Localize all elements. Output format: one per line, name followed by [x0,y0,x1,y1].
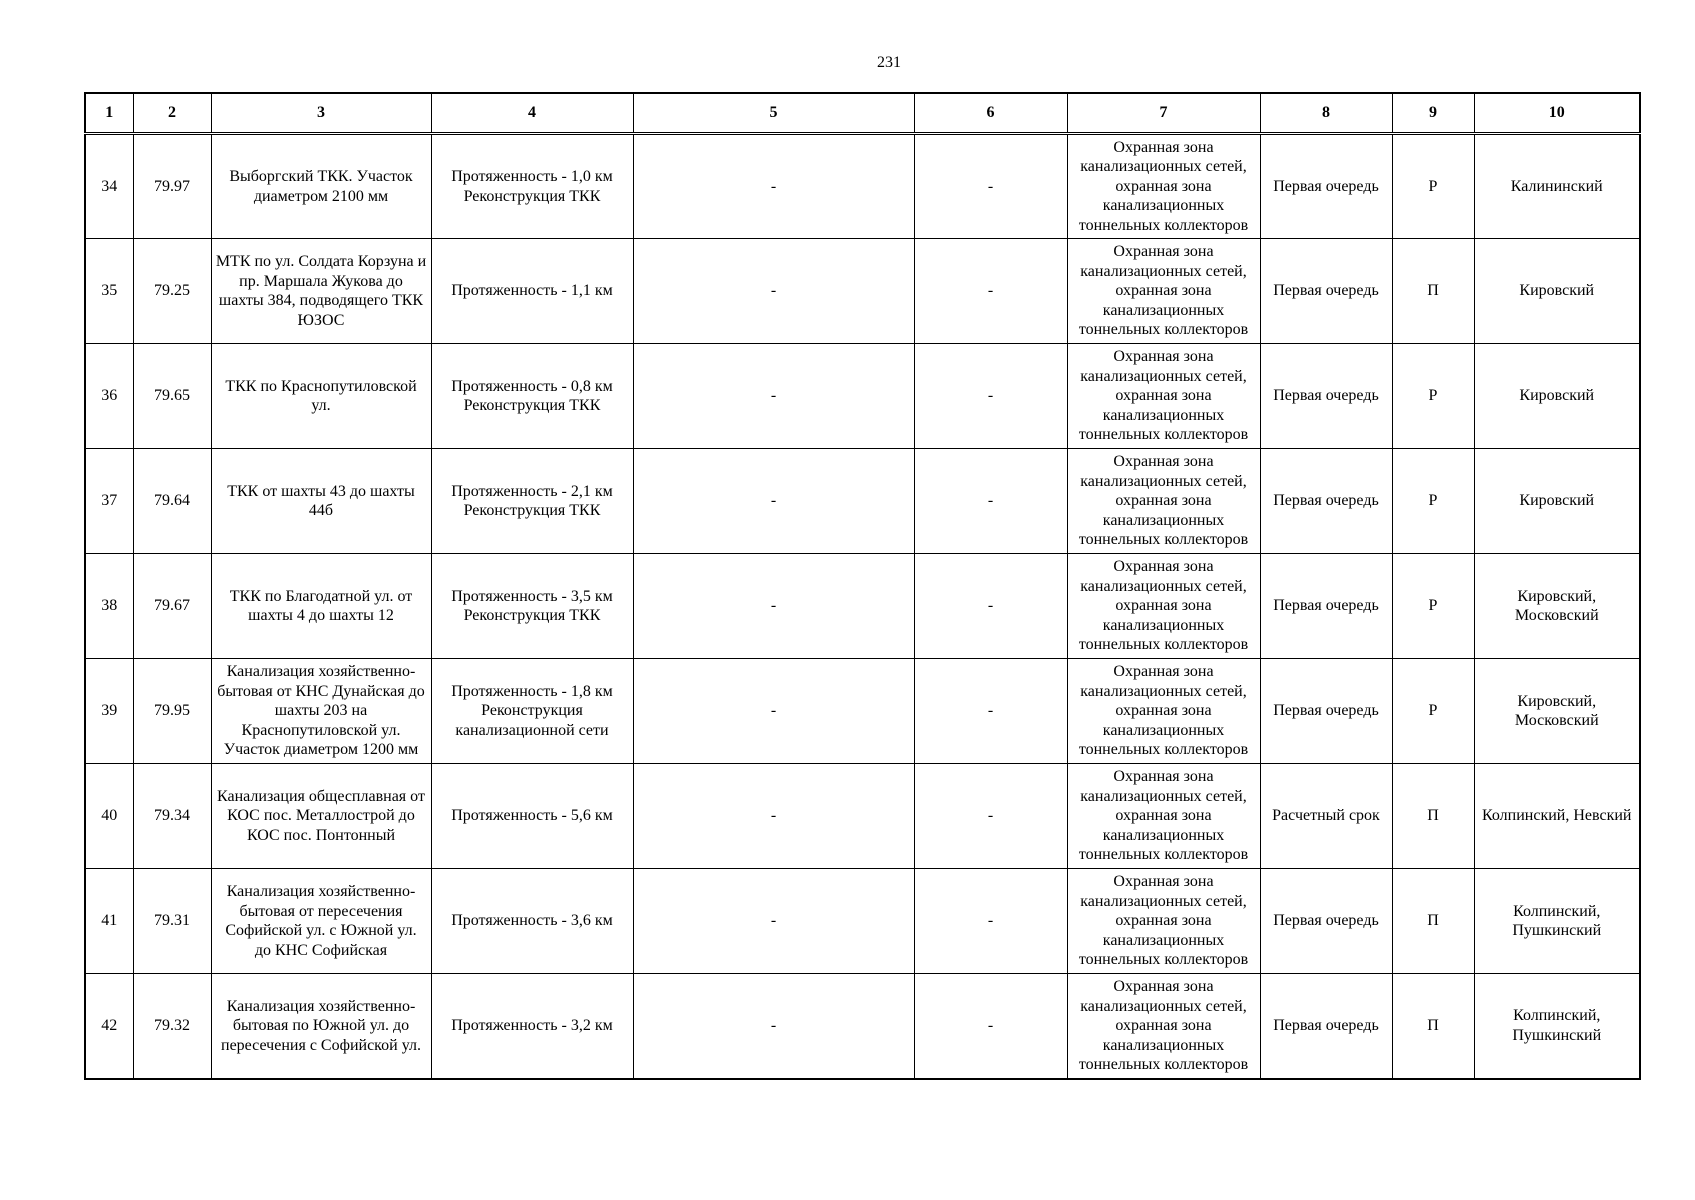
protection-zone: Охранная зона канализационных сетей, охранная зона канализационных тоннельных коллекторов [1067,344,1260,449]
district: Кировский [1474,239,1640,344]
implementation-stage: Первая очередь [1260,449,1392,554]
object-name: Канализация общесплавная от КОС пос. Металлострой до КОС пос. Понтонный [211,764,431,869]
header-cell: 5 [633,93,914,134]
protection-zone: Охранная зона канализационных сетей, охранная зона канализационных тоннельных коллекторов [1067,449,1260,554]
header-cell: 9 [1392,93,1474,134]
object-code: 79.64 [133,449,211,554]
district: Колпинский, Пушкинский [1474,974,1640,1079]
object-parameters: Протяженность - 1,1 км [431,239,633,344]
column-5-value: - [633,869,914,974]
protection-zone: Охранная зона канализационных сетей, охранная зона канализационных тоннельных коллекторов [1067,239,1260,344]
row-number: 39 [85,659,133,764]
object-parameters: Протяженность - 3,5 км Реконструкция ТКК [431,554,633,659]
object-code: 79.95 [133,659,211,764]
district: Кировский, Московский [1474,659,1640,764]
row-number: 37 [85,449,133,554]
column-5-value: - [633,764,914,869]
object-parameters: Протяженность - 3,6 км [431,869,633,974]
table-row [85,239,1640,344]
header-cell: 4 [431,93,633,134]
object-parameters: Протяженность - 1,8 км Реконструкция канализационной сети [431,659,633,764]
row-number: 38 [85,554,133,659]
protection-zone: Охранная зона канализационных сетей, охранная зона канализационных тоннельных коллекторов [1067,554,1260,659]
district: Калининский [1474,134,1640,239]
object-code: 79.34 [133,764,211,869]
header-cell: 10 [1474,93,1640,134]
object-status: Р [1392,134,1474,239]
row-number: 41 [85,869,133,974]
object-name: ТКК по Краснопутиловской ул. [211,344,431,449]
header-row [85,93,1640,134]
header-cell: 2 [133,93,211,134]
object-code: 79.32 [133,974,211,1079]
protection-zone: Охранная зона канализационных сетей, охранная зона канализационных тоннельных коллекторов [1067,134,1260,239]
column-5-value: - [633,554,914,659]
page-number: 231 [877,54,901,71]
object-parameters: Протяженность - 0,8 км Реконструкция ТКК [431,344,633,449]
district: Кировский, Московский [1474,554,1640,659]
object-status: Р [1392,449,1474,554]
header-cell: 1 [85,93,133,134]
implementation-stage: Первая очередь [1260,554,1392,659]
row-number: 36 [85,344,133,449]
column-6-value: - [914,344,1067,449]
object-code: 79.65 [133,344,211,449]
column-6-value: - [914,974,1067,1079]
object-code: 79.25 [133,239,211,344]
implementation-stage: Расчетный срок [1260,764,1392,869]
row-number: 35 [85,239,133,344]
table-row [85,659,1640,764]
table-row [85,764,1640,869]
column-6-value: - [914,134,1067,239]
table-row [85,974,1640,1079]
column-6-value: - [914,239,1067,344]
object-status: П [1392,974,1474,1079]
implementation-stage: Первая очередь [1260,659,1392,764]
column-5-value: - [633,344,914,449]
object-name: ТКК по Благодатной ул. от шахты 4 до шахты 12 [211,554,431,659]
implementation-stage: Первая очередь [1260,134,1392,239]
object-status: Р [1392,554,1474,659]
column-5-value: - [633,659,914,764]
object-status: П [1392,764,1474,869]
implementation-stage: Первая очередь [1260,344,1392,449]
protection-zone: Охранная зона канализационных сетей, охранная зона канализационных тоннельных коллекторов [1067,869,1260,974]
column-5-value: - [633,239,914,344]
implementation-stage: Первая очередь [1260,239,1392,344]
column-5-value: - [633,974,914,1079]
object-parameters: Протяженность - 3,2 км [431,974,633,1079]
column-6-value: - [914,659,1067,764]
table-row [85,554,1640,659]
protection-zone: Охранная зона канализационных сетей, охранная зона канализационных тоннельных коллекторов [1067,659,1260,764]
object-code: 79.31 [133,869,211,974]
object-status: Р [1392,659,1474,764]
object-code: 79.67 [133,554,211,659]
header-cell: 6 [914,93,1067,134]
object-status: П [1392,239,1474,344]
column-5-value: - [633,449,914,554]
protection-zone: Охранная зона канализационных сетей, охранная зона канализационных тоннельных коллекторов [1067,974,1260,1079]
column-6-value: - [914,449,1067,554]
district: Кировский [1474,344,1640,449]
object-name: Канализация хозяйственно-бытовая от пересечения Софийской ул. с Южной ул. до КНС Софийская [211,869,431,974]
data-table [84,92,1641,1080]
table-row [85,344,1640,449]
object-name: Канализация хозяйственно-бытовая от КНС Дунайская до шахты 203 на Краснопутиловской ул. Участок диаметром 1200 мм [211,659,431,764]
object-code: 79.97 [133,134,211,239]
object-status: П [1392,869,1474,974]
column-6-value: - [914,869,1067,974]
object-name: Канализация хозяйственно-бытовая по Южной ул. до пересечения с Софийской ул. [211,974,431,1079]
implementation-stage: Первая очередь [1260,974,1392,1079]
header-cell: 3 [211,93,431,134]
implementation-stage: Первая очередь [1260,869,1392,974]
header-cell: 8 [1260,93,1392,134]
table-row [85,869,1640,974]
district: Колпинский, Невский [1474,764,1640,869]
row-number: 34 [85,134,133,239]
header-cell: 7 [1067,93,1260,134]
object-parameters: Протяженность - 5,6 км [431,764,633,869]
object-parameters: Протяженность - 2,1 км Реконструкция ТКК [431,449,633,554]
row-number: 42 [85,974,133,1079]
district: Кировский [1474,449,1640,554]
district: Колпинский, Пушкинский [1474,869,1640,974]
object-status: Р [1392,344,1474,449]
column-5-value: - [633,134,914,239]
protection-zone: Охранная зона канализационных сетей, охранная зона канализационных тоннельных коллекторов [1067,764,1260,869]
object-parameters: Протяженность - 1,0 км Реконструкция ТКК [431,134,633,239]
row-number: 40 [85,764,133,869]
table-row [85,134,1640,239]
column-6-value: - [914,554,1067,659]
object-name: Выборгский ТКК. Участок диаметром 2100 мм [211,134,431,239]
table-row [85,449,1640,554]
object-name: МТК по ул. Солдата Корзуна и пр. Маршала Жукова до шахты 384, подводящего ТКК ЮЗОС [211,239,431,344]
object-name: ТКК от шахты 43 до шахты 44б [211,449,431,554]
column-6-value: - [914,764,1067,869]
